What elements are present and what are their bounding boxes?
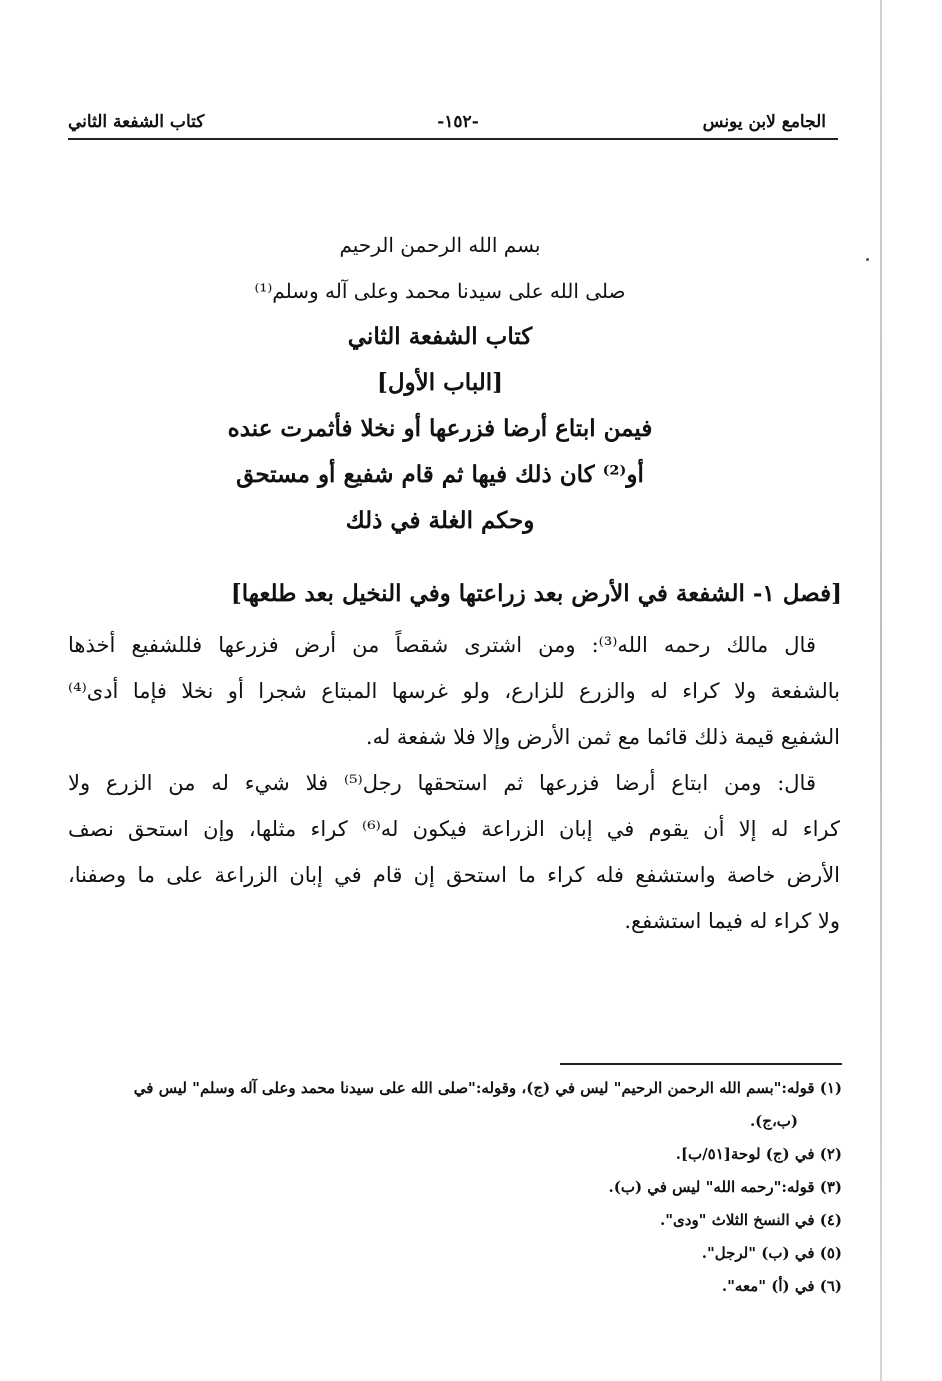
salutation: صلى الله على سيدنا محمد وعلى آله وسلم⁽¹⁾ — [254, 279, 626, 303]
footnote-line: (٦) في (أ) "معه". — [721, 1277, 842, 1295]
footnote-line: (١) قوله:"بسم الله الرحمن الرحيم" ليس في (ج)، وقوله:"صلى الله على سيدنا محمد وعلى آله وسلم" ليس في — [133, 1079, 842, 1097]
footnote-line: (٢) في (ج) لوحة[٥١/ب]. — [675, 1145, 842, 1163]
footnote-line: (٣) قوله:"رحمه الله" ليس في (ب). — [608, 1178, 842, 1196]
scan-speck — [866, 258, 869, 261]
running-header — [68, 106, 838, 140]
footnote-line: (٤) في النسخ الثلاث "ودى". — [659, 1211, 842, 1229]
page-number: -١٥٢- — [437, 112, 479, 132]
chapter-heading-line-3: وحكم الغلة في ذلك — [345, 507, 535, 534]
chapter-heading-line-2: أو⁽²⁾ كان ذلك فيها ثم قام شفيع أو مستحق — [236, 461, 644, 488]
footnote-line: (ب،ج). — [749, 1112, 798, 1130]
header-chapter-name: كتاب الشفعة الثاني — [68, 112, 205, 132]
basmala: بسم الله الرحمن الرحيم — [339, 233, 541, 257]
body-line: ولا كراء له فيما استشفع. — [624, 909, 840, 933]
body-line: كراء له إلا أن يقوم في إبان الزراعة فيكون له⁽⁶⁾ كراء مثلها، وإن استحق نصف — [68, 817, 840, 841]
chapter-titles — [160, 222, 720, 544]
section-heading: [فصل ١- الشفعة في الأرض بعد زراعتها وفي النخيل بعد طلعها] — [230, 580, 842, 607]
body-line: قال: ومن ابتاع أرضا فزرعها ثم استحقها رجل⁽⁵⁾ فلا شيء له من الزرع ولا — [68, 771, 816, 795]
body-line: الشفيع قيمة ذلك قائما مع ثمن الأرض وإلا فلا شفعة له. — [365, 725, 840, 749]
footnote-separator — [560, 1063, 842, 1065]
body-line: الأرض خاصة واستشفع فله كراء ما استحق إن قام في إبان الزراعة على ما وصفنا، — [68, 863, 840, 887]
footnotes — [68, 1072, 842, 1303]
header-book-name: الجامع لابن يونس — [702, 112, 826, 132]
body-text — [68, 622, 840, 944]
scan-edge-line — [880, 0, 882, 1381]
book-title: كتاب الشفعة الثاني — [347, 323, 533, 350]
body-line: بالشفعة ولا كراء له والزرع للزارع، ولو غرسها المبتاع شجرا أو نخلا فإما أدى⁽⁴⁾ — [68, 679, 840, 703]
chapter-label: [الباب الأول] — [376, 369, 504, 396]
chapter-heading-line-1: فيمن ابتاع أرضا فزرعها أو نخلا فأثمرت عنده — [227, 415, 653, 442]
body-line: قال مالك رحمه الله⁽³⁾: ومن اشترى شقصاً من أرض فزرعها فللشفيع أخذها — [68, 633, 816, 657]
footnote-line: (٥) في (ب) "لرجل". — [701, 1244, 842, 1262]
